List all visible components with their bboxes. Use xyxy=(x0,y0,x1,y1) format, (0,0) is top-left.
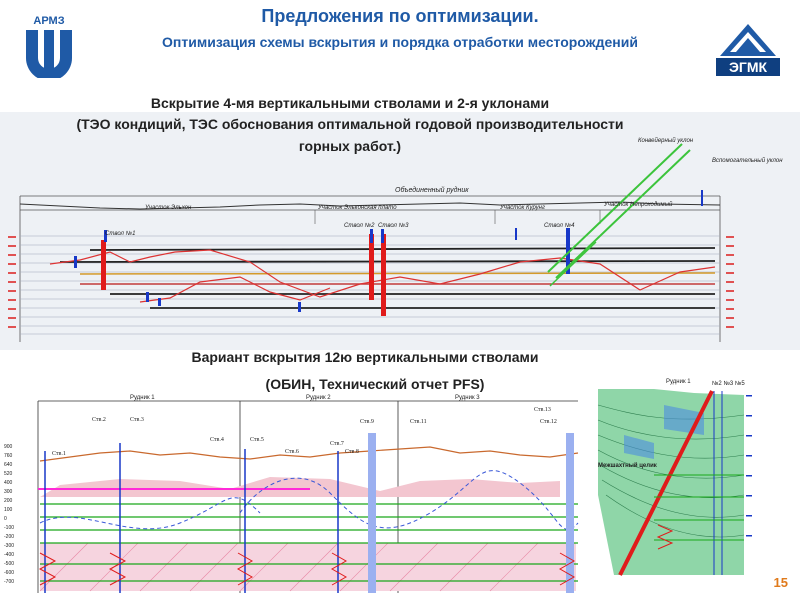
depth-label: -600 xyxy=(4,570,15,576)
shaft-label: Ств.9 xyxy=(360,419,374,425)
section-plateau-label: Участок Эльконская плато xyxy=(318,205,397,211)
top-caption-line2: (ТЭО кондиций, ТЭС обоснования оптимальной годовой производительности xyxy=(76,116,624,132)
depth-label: -400 xyxy=(4,552,15,558)
section-mine-label: Рудник 1 xyxy=(666,379,691,385)
depth-label: -500 xyxy=(4,561,15,567)
page-title: Предложения по оптимизации. xyxy=(261,6,539,26)
page-number: 15 xyxy=(773,575,788,590)
shaft-3-label: Ствол №3 xyxy=(378,223,409,229)
depth-label: 400 xyxy=(4,480,13,486)
depth-label: 760 xyxy=(4,453,13,459)
depth-label: 100 xyxy=(4,507,13,513)
armz-logo-text: АРМЗ xyxy=(33,15,65,27)
bottom-caption-line2: (ОБИН, Технический отчет PFS) xyxy=(265,376,485,392)
section-kurung-label: Участок Курунг xyxy=(500,205,545,211)
shaft-2-label: Ствол №2 xyxy=(344,223,375,229)
shaft-label: Ств.5 xyxy=(250,437,264,443)
depth-label: 520 xyxy=(4,471,13,477)
shaft-label: Ств.13 xyxy=(534,407,551,413)
mine-2-label: Рудник 2 xyxy=(306,395,331,401)
depth-label: 200 xyxy=(4,498,13,504)
top-caption-line3: горных работ.) xyxy=(298,138,402,154)
aux-incline-label: Вспомогательный уклон xyxy=(712,158,783,164)
conveyor-incline-label: Конвейерный уклон xyxy=(638,138,694,144)
shaft-label: Ств.12 xyxy=(540,419,557,425)
geological-section-diagram xyxy=(594,375,770,590)
shaft-label: Ств.8 xyxy=(345,449,359,455)
shaft-4-label: Ствол №4 xyxy=(544,223,575,229)
shaft-label: Ств.4 xyxy=(210,437,224,443)
section-elkhon-label: Участок Эльхон xyxy=(145,205,192,211)
bottom-caption-line1: Вариант вскрытия 12ю вертикальными стволами xyxy=(191,349,539,365)
opening-scheme-diagram-bottom xyxy=(0,393,585,593)
shaft-label: Ств.3 xyxy=(130,417,144,423)
mine-label: Объединенный рудник xyxy=(395,187,469,194)
shaft-label: Ств.1 xyxy=(52,451,66,457)
top-caption-line1: Вскрытие 4-мя вертикальными стволами и 2-я уклонами xyxy=(150,95,550,111)
egmk-logo-text: ЭГМК xyxy=(728,59,768,75)
section-neprokhodimy-label: Участок Непроходимый xyxy=(604,202,673,208)
pillar-label: Межшахтный целик xyxy=(598,463,657,469)
depth-label: 300 xyxy=(4,489,13,495)
depth-label: -300 xyxy=(4,543,15,549)
shaft-label: Ств.7 xyxy=(330,441,344,447)
shaft-label: Ств.2 xyxy=(92,417,106,423)
shaft-1-label: Ствол №1 xyxy=(105,231,136,237)
page-subtitle: Оптимизация схемы вскрытия и порядка отработки месторождений xyxy=(162,34,638,50)
depth-label: -100 xyxy=(4,525,15,531)
shaft-label: Ств.11 xyxy=(410,419,427,425)
egmk-logo xyxy=(712,22,784,78)
depth-label: 0 xyxy=(4,516,7,522)
depth-label: 900 xyxy=(4,444,13,450)
mine-3-label: Рудник 3 xyxy=(455,395,480,401)
shaft-label: Ств.6 xyxy=(285,449,299,455)
depth-label: -200 xyxy=(4,534,15,540)
depth-label: 640 xyxy=(4,462,13,468)
depth-label: -700 xyxy=(4,579,15,585)
mine-1-label: Рудник 1 xyxy=(130,395,155,401)
section-shafts-label: №2 №3 №5 xyxy=(712,381,745,387)
